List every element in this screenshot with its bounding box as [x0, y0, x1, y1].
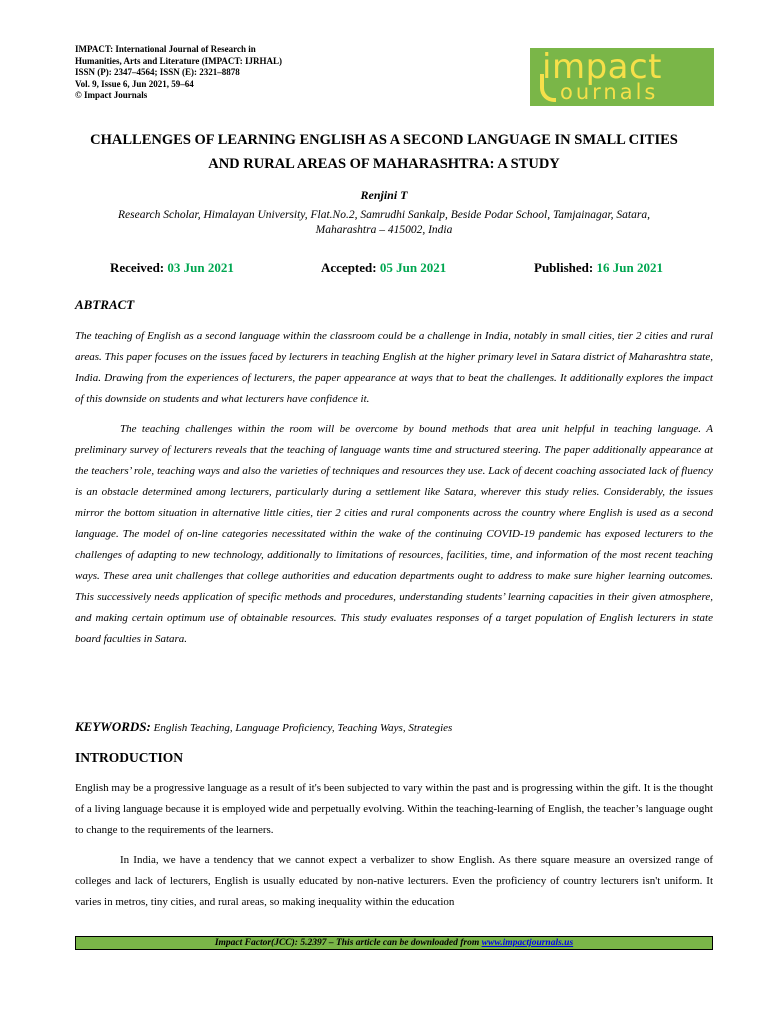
abstract-body	[75, 326, 713, 650]
journal-line: Vol. 9, Issue 6, Jun 2021, 59–64	[75, 78, 194, 89]
abstract-heading: ABTRACT	[75, 297, 135, 312]
received-label: Received:	[110, 260, 165, 275]
published-value: 16 Jun 2021	[596, 260, 663, 275]
footer-bar	[75, 936, 713, 950]
keywords-label: KEYWORDS:	[75, 719, 151, 734]
introduction-heading: INTRODUCTION	[75, 750, 184, 765]
journal-line: Humanities, Arts and Literature (IMPACT: IJRHAL)	[75, 55, 282, 66]
received-date	[110, 260, 234, 276]
abstract-paragraph: The teaching of English as a second language within the classroom could be a challenge in India, notably in small cities, tier 2 cities and rural areas. This paper focuses on the issues faced by lecturers in teaching English at the higher primary level in Satara district of Maharashtra state, India. Drawing from the experiences of lecturers, the paper appearance at ways that to beat the challenges. It additionally explores the impact of this downside on students and what lecturers have confidence it.	[75, 330, 713, 405]
footer-text: Impact Factor(JCC): 5.2397 – This article can be downloaded from	[214, 938, 480, 948]
affiliation-line: Research Scholar, Himalayan University, Flat.No.2, Samrudhi Sankalp, Beside Podar School, Tamjainagar, Satara,	[118, 209, 650, 221]
journal-line: ISSN (P): 2347–4564; ISSN (E): 2321–8878	[75, 67, 240, 77]
title-line: CHALLENGES OF LEARNING ENGLISH AS A SECOND LANGUAGE IN SMALL CITIES	[90, 132, 678, 148]
keywords	[75, 719, 715, 735]
logo-j-icon	[540, 74, 556, 102]
footer-link[interactable]: www.impactjournals.us	[481, 938, 574, 948]
introduction-body	[75, 778, 713, 913]
paper-title	[60, 128, 708, 176]
introduction-paragraph: English may be a progressive language as a result of it's been subjected to vary within the past and is progressing within the gift. It is the thought of a living language because it is employed wide and perpetually evolving. Within the teaching-learning of English, the teacher’s language ought to change to the requirements of the learners.	[75, 782, 713, 836]
impact-journals-logo	[530, 48, 714, 106]
author-name: Renjini T	[360, 188, 408, 202]
title-line: AND RURAL AREAS OF MAHARASHTRA: A STUDY	[208, 156, 560, 172]
journal-line: IMPACT: International Journal of Research in	[75, 44, 256, 54]
introduction-paragraph: In India, we have a tendency that we cannot expect a verbalizer to show English. As there square measure an oversized range of colleges and lack of lecturers, English is usually educated by non-native lecturers. Even the proficiency of country lecturers isn't uniform. It varies in metros, tiny cities, and rural areas, so making inequality within the education	[75, 854, 713, 908]
accepted-label: Accepted:	[321, 260, 377, 275]
published-label: Published:	[534, 260, 594, 275]
accepted-value: 05 Jun 2021	[379, 260, 447, 275]
abstract-paragraph: The teaching challenges within the room will be overcome by bound methods that area unit helpful in teaching language. A preliminary survey of lecturers reveals that the teaching of language wants time and structured steering. The paper additionally appearance at the teachers’ role, teaching ways and also the varieties of techniques and resources they use. Lack of decent coaching associated lack of fluency is an obstacle determined among lecturers, particularly during a settlement like Satara, wherever this study relies. Considerably, the issues mirror the bottom situation in alternative little cities, tier 2 cities and rural components across the country where English is used as a second language. The model of on-line categories necessitated within the wake of the continuing COVID-19 pandemic has exposed lecturers to the challenges of adapting to new technology, additionally to limitations of resources, facilities, time, and information of the most recent teaching ways. These area unit challenges that college authorities and education departments ought to address to make sure higher learning outcomes. This successively needs application of specific methods and procedures, understanding students’ learning capacities in their given atmosphere, and making certain optimum use of obtainable resources. This study evaluates responses of a target population of English lecturers in state board faculties in Satara.	[75, 423, 713, 645]
journal-line: © Impact Journals	[75, 90, 148, 100]
journal-info	[75, 44, 345, 102]
accepted-date	[321, 260, 446, 276]
keywords-text: English Teaching, Language Proficiency, Teaching Ways, Strategies	[153, 722, 453, 734]
logo-text-bottom: ournals	[560, 80, 659, 104]
received-value: 03 Jun 2021	[167, 260, 234, 275]
published-date	[534, 260, 663, 276]
author-affiliation	[80, 208, 688, 238]
affiliation-line: Maharashtra – 415002, India	[315, 224, 453, 236]
logo-text-top: impact	[542, 48, 663, 87]
